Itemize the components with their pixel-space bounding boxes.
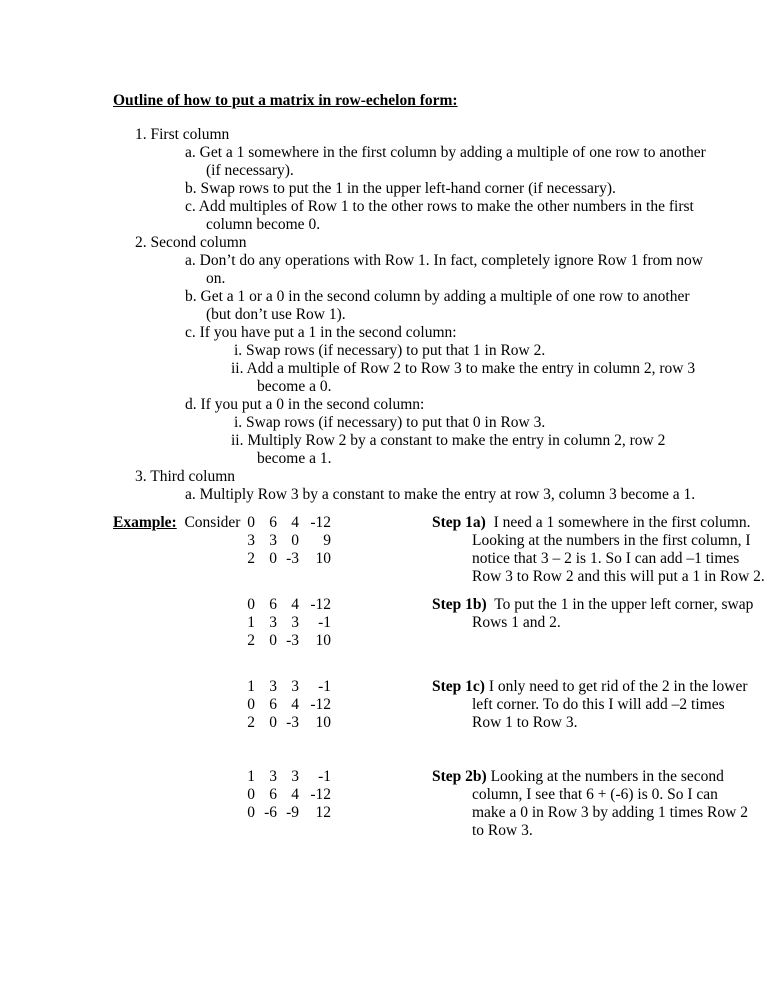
outline-line: a. Multiply Row 3 by a constant to make the entry at row 3, column 3 become a 1. <box>185 486 696 503</box>
matrix-cell: 0 <box>247 514 255 531</box>
matrix-cell: -12 <box>310 514 331 531</box>
matrix-cell: -1 <box>318 614 331 631</box>
example-label <box>113 514 240 532</box>
matrix-cell: 3 <box>269 614 277 631</box>
matrix-cell: 0 <box>247 804 255 821</box>
step-text: Row 3 to Row 2 and this will put a 1 in Row 2. <box>472 568 765 585</box>
matrix-cell: -1 <box>318 768 331 785</box>
step-text: left corner. To do this I will add –2 times <box>472 696 725 713</box>
matrix-cell: -3 <box>286 714 299 731</box>
matrix-cell: 6 <box>269 596 277 613</box>
example-consider: Consider <box>184 514 241 531</box>
matrix-cell: 3 <box>269 678 277 695</box>
matrix-cell: 4 <box>291 596 299 613</box>
outline-line: 1. First column <box>135 126 230 143</box>
outline-line: 2. Second column <box>135 234 247 251</box>
matrix-cell: -3 <box>286 550 299 567</box>
outline-line: ii. Multiply Row 2 by a constant to make the entry in column 2, row 2 <box>231 432 666 449</box>
step-label: Step 2b) <box>432 768 487 785</box>
step-text: To put the 1 in the upper left corner, swap <box>494 596 754 613</box>
matrix-cell: 1 <box>247 614 255 631</box>
matrix-cell: 1 <box>247 768 255 785</box>
matrix-cell: 4 <box>291 696 299 713</box>
step-text: Row 1 to Row 3. <box>472 714 578 731</box>
step-text: Rows 1 and 2. <box>472 614 561 631</box>
matrix-cell: -12 <box>310 696 331 713</box>
outline-line: column become 0. <box>206 216 321 233</box>
outline-line: c. Add multiples of Row 1 to the other rows to make the other numbers in the first <box>185 198 694 215</box>
matrix-cell: 12 <box>315 804 331 821</box>
step-label: Step 1a) <box>432 514 486 531</box>
step-1b <box>432 596 754 632</box>
matrix-cell: 1 <box>247 678 255 695</box>
step-2b <box>432 768 748 840</box>
page-title: Outline of how to put a matrix in row-echelon form: <box>113 92 458 109</box>
matrix-cell: 3 <box>291 614 299 631</box>
step-text: make a 0 in Row 3 by adding 1 times Row 2 <box>472 804 748 821</box>
outline-line: b. Swap rows to put the 1 in the upper left-hand corner (if necessary). <box>185 180 616 197</box>
matrix-cell: 10 <box>315 714 331 731</box>
outline-line: on. <box>206 270 226 287</box>
matrix-cell: 2 <box>247 550 255 567</box>
step-1c <box>432 678 748 732</box>
matrix-cell: 0 <box>269 632 277 649</box>
outline-line: d. If you put a 0 in the second column: <box>185 396 425 413</box>
step-label: Step 1b) <box>432 596 487 613</box>
matrix-cell: 4 <box>291 514 299 531</box>
outline-line: a. Get a 1 somewhere in the first column by adding a multiple of one row to another <box>185 144 706 161</box>
outline-line: ii. Add a multiple of Row 2 to Row 3 to make the entry in column 2, row 3 <box>231 360 696 377</box>
matrix-cell: 9 <box>323 532 331 549</box>
outline-line: (if necessary). <box>206 162 294 179</box>
matrix-cell: 0 <box>269 550 277 567</box>
matrix-cell: 3 <box>269 532 277 549</box>
outline-line: (but don’t use Row 1). <box>206 306 346 323</box>
matrix-cell: 6 <box>269 696 277 713</box>
step-text: column, I see that 6 + (-6) is 0. So I can <box>472 786 718 803</box>
matrix-cell: 0 <box>291 532 299 549</box>
matrix-cell: 4 <box>291 786 299 803</box>
matrix-cell: 3 <box>247 532 255 549</box>
outline-line: i. Swap rows (if necessary) to put that 1 in Row 2. <box>234 342 546 359</box>
outline-line: become a 1. <box>257 450 332 467</box>
step-text: I need a 1 somewhere in the first column. <box>493 514 751 531</box>
matrix-cell: 2 <box>247 714 255 731</box>
outline-line: i. Swap rows (if necessary) to put that 0 in Row 3. <box>234 414 546 431</box>
step-text: Looking at the numbers in the first column, I <box>472 532 751 549</box>
matrix-cell: -6 <box>264 804 277 821</box>
matrix-cell: -9 <box>286 804 299 821</box>
matrix-cell: -3 <box>286 632 299 649</box>
outline-line: c. If you have put a 1 in the second column: <box>185 324 457 341</box>
matrix-cell: 0 <box>247 596 255 613</box>
step-text: notice that 3 – 2 is 1. So I can add –1 times <box>472 550 740 567</box>
matrix-cell: -12 <box>310 786 331 803</box>
outline-line: b. Get a 1 or a 0 in the second column by adding a multiple of one row to another <box>185 288 690 305</box>
matrix-cell: 3 <box>291 768 299 785</box>
example-heading: Example: <box>113 514 177 531</box>
outline-line: 3. Third column <box>135 468 236 485</box>
matrix-cell: 0 <box>247 786 255 803</box>
matrix-cell: 2 <box>247 632 255 649</box>
matrix-cell: -1 <box>318 678 331 695</box>
step-1a <box>432 514 765 586</box>
matrix-cell: -12 <box>310 596 331 613</box>
matrix-cell: 6 <box>269 514 277 531</box>
step-text: Looking at the numbers in the second <box>490 768 724 785</box>
step-text: I only need to get rid of the 2 in the lower <box>488 678 748 695</box>
matrix-cell: 0 <box>247 696 255 713</box>
matrix-cell: 6 <box>269 786 277 803</box>
matrix-cell: 3 <box>269 768 277 785</box>
matrix-cell: 10 <box>315 632 331 649</box>
outline-line: a. Don’t do any operations with Row 1. In fact, completely ignore Row 1 from now <box>185 252 704 269</box>
matrix-cell: 3 <box>291 678 299 695</box>
step-text: to Row 3. <box>472 822 533 839</box>
matrix-cell: 0 <box>269 714 277 731</box>
outline-line: become a 0. <box>257 378 332 395</box>
matrix-cell: 10 <box>315 550 331 567</box>
step-label: Step 1c) <box>432 678 485 695</box>
